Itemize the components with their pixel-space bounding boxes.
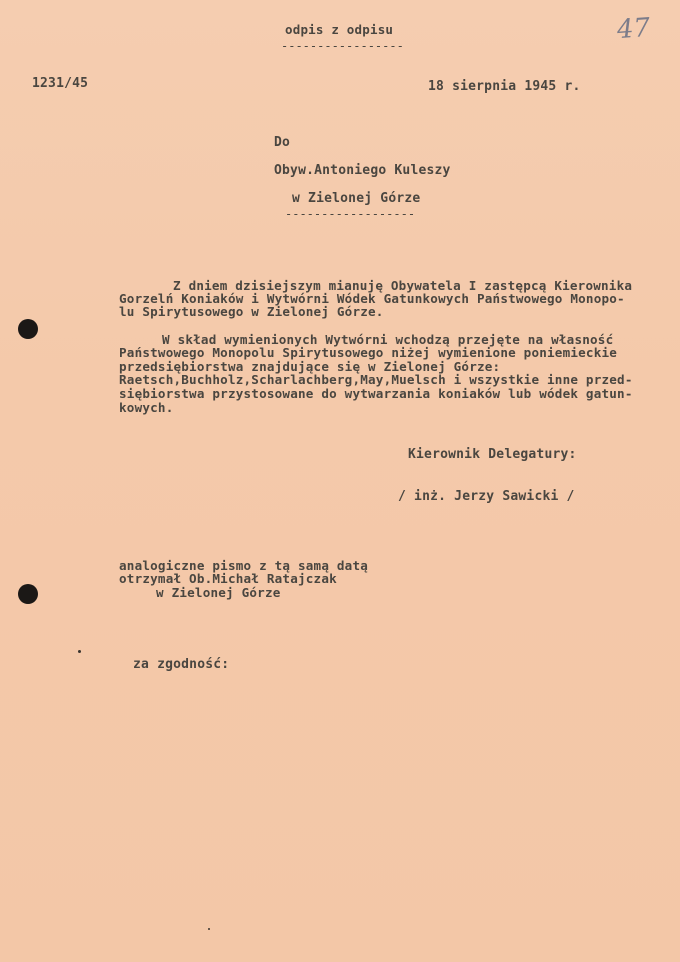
note-line-3: w Zielonej Górze	[156, 585, 281, 600]
paragraph-1-line-2: Gorzelń Koniaków i Wytwórni Wódek Gatunkowych Państwowego Monopo-	[119, 291, 625, 306]
paragraph-2-line-5: siębiorstwa przystosowane do wytwarzania koniaków lub wódek gatun-	[119, 386, 633, 401]
addressee-place: w Zielonej Górze	[292, 191, 421, 206]
copy-label-underline: -----------------	[281, 39, 404, 53]
paper-speck	[78, 650, 81, 653]
paragraph-2-line-6: kowych.	[119, 400, 174, 415]
addressee-to: Do	[274, 135, 291, 150]
signature-name: / inż. Jerzy Sawicki /	[398, 489, 575, 504]
paper-speck	[208, 928, 210, 930]
addressee-name: Obyw.Antoniego Kuleszy	[274, 163, 451, 178]
signature-title: Kierownik Delegatury:	[408, 447, 577, 462]
paragraph-1-line-3: lu Spirytusowego w Zielonej Górze.	[119, 304, 384, 319]
reference-number: 1231/45	[32, 76, 89, 91]
punch-hole-bottom	[18, 584, 38, 604]
addressee-underline: ------------------	[285, 207, 416, 221]
page-number-mark: 47	[615, 12, 652, 46]
paragraph-1-line-1: Z dniem dzisiejszym mianuję Obywatela I zastępcą Kierownika	[173, 278, 633, 293]
punch-hole-top	[18, 319, 38, 339]
note-line-1: analogiczne pismo z tą samą datą	[119, 558, 369, 573]
copy-label: odpis z odpisu	[285, 22, 394, 37]
document-date: 18 sierpnia 1945 r.	[428, 79, 581, 94]
paragraph-2-line-3: przedsiębiorstwa znajdujące się w Zielonej Górze:	[119, 359, 501, 374]
paragraph-2-line-4: Raetsch,Buchholz,Scharlachberg,May,Muelsch i wszystkie inne przed-	[119, 372, 633, 387]
certification-label: za zgodność:	[133, 657, 230, 672]
paragraph-2-line-2: Państwowego Monopolu Spirytusowego niżej wymienione poniemieckie	[119, 345, 618, 360]
note-line-2: otrzymał Ob.Michał Ratajczak	[119, 571, 337, 586]
paragraph-2-line-1: W skład wymienionych Wytwórni wchodzą przejęte na własność	[162, 332, 614, 347]
